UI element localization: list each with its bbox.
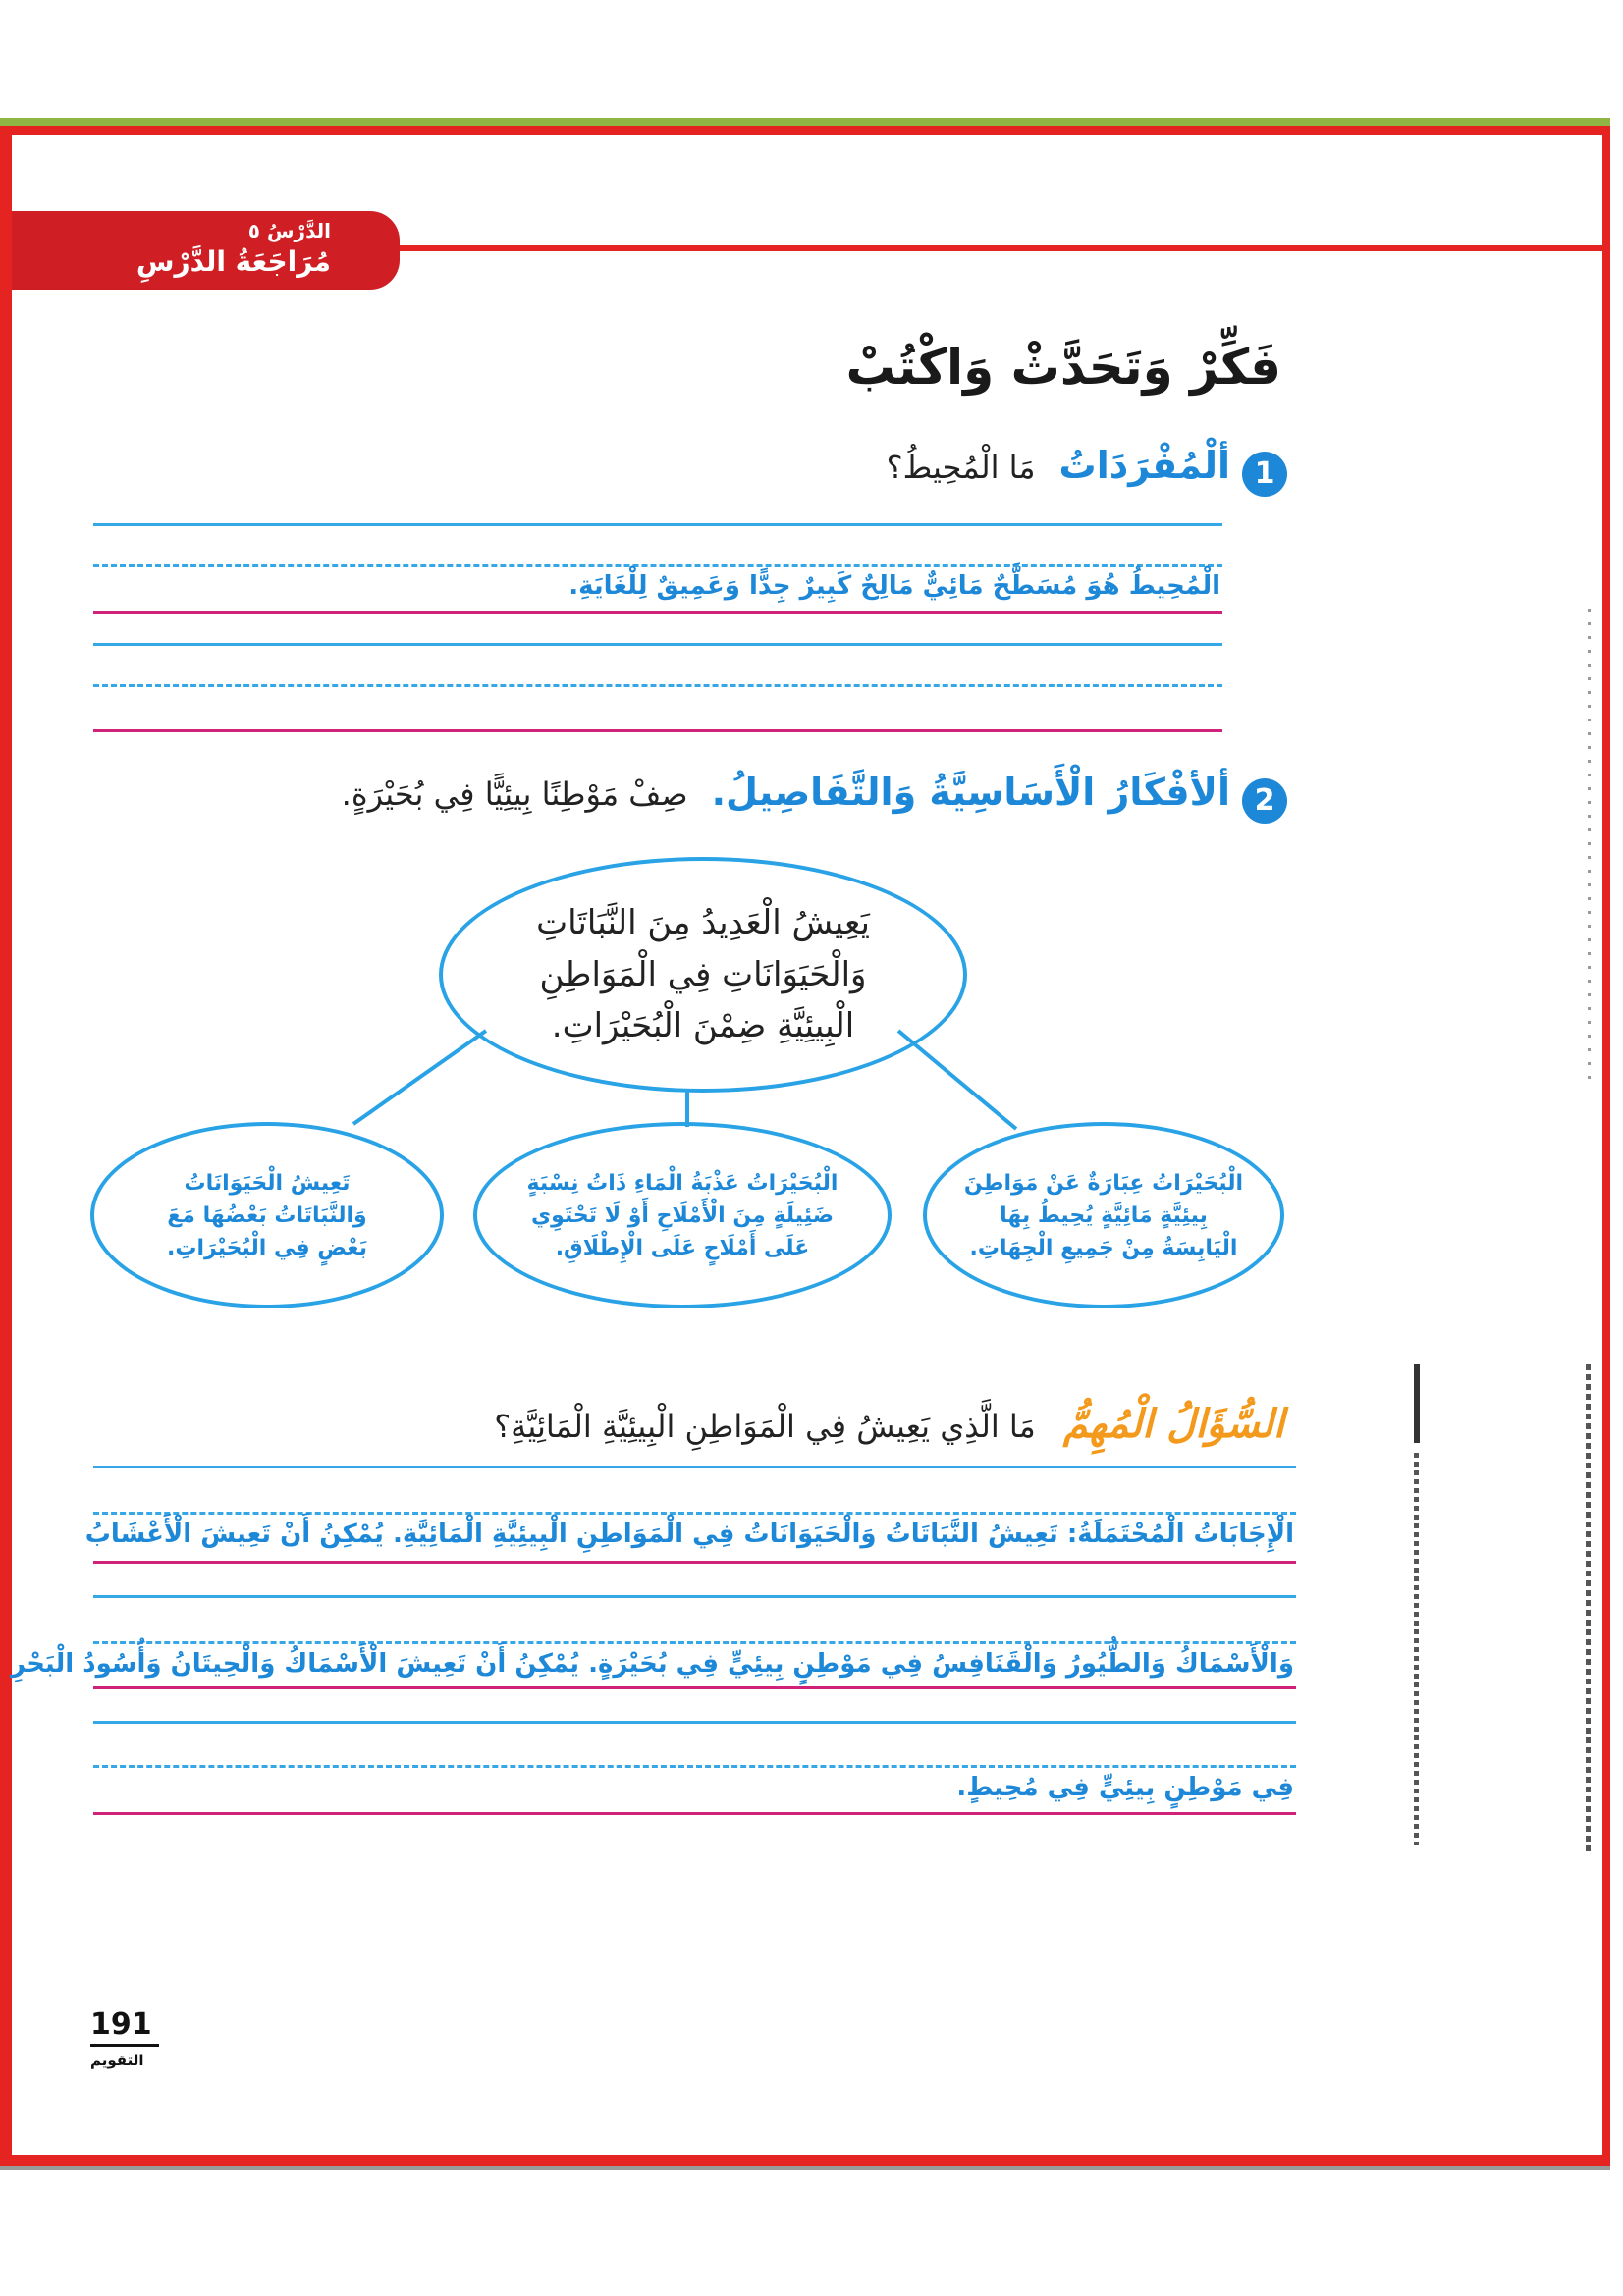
question-1-number: 1 xyxy=(1242,452,1287,497)
side-tick-marks xyxy=(1588,609,1591,1080)
essential-answer-line: الْإِجَابَاتُ الْمُحْتَمَلَةُ: تَعِيشُ النَّبَاتَاتُ وَالْحَيَوَانَاتُ فِي الْمَوَاطِنِ الْبِيئِيَّةِ الْمَائِيَّةِ. يُمْكِنُ أَنْ تَعِيشَ الْأَعْشَابُ xyxy=(84,1520,1294,1549)
question-2-text: صِفْ مَوْطِنًا بِيئِيًّا فِي بُحَيْرَةٍ. xyxy=(341,775,688,813)
essential-question xyxy=(494,1402,1284,1447)
lesson-number: الدَّرْسُ ٥ xyxy=(247,219,331,242)
lesson-title: مُرَاجَعَةُ الدَّرْسِ xyxy=(135,245,331,278)
side-credit-strip xyxy=(1414,1364,1420,1443)
side-credit-strip xyxy=(1414,1453,1419,1845)
side-credit-strip xyxy=(1586,1364,1591,1855)
writing-line-mid xyxy=(93,1512,1296,1515)
page-number-rule xyxy=(90,2044,159,2047)
page-title: فَكِّرْ وَتَحَدَّثْ وَاكْتُبْ xyxy=(845,339,1281,396)
detail-text: تَعِيشُ الْحَيَوَانَاتُ وَالنَّبَاتَاتُ بَعْضُهَا مَعَ بَعْضٍ فِي الْبُحَيْرَاتِ. xyxy=(167,1170,367,1260)
detail-ellipse xyxy=(90,1122,444,1308)
question-1-label: ألْمُفْرَدَاتُ xyxy=(1058,444,1230,487)
detail-text: الْبُحَيْرَاتُ عَذْبَةُ الْمَاءِ ذَاتُ نِسْبَةٍ ضَئِيلَةٍ مِنَ الْأَمْلَاحِ أَوْ لَا تَحْتَوِي عَلَى أَمْلَاحٍ عَلَى الْإِطْلَاقِ. xyxy=(526,1170,839,1260)
question-2-label: ألأفْكَارُ الْأَسَاسِيَّةُ وَالتَّفَاصِيلُ. xyxy=(711,771,1230,814)
page-number: 191 xyxy=(90,2007,152,2042)
writing-line-top xyxy=(93,1595,1296,1598)
writing-line-top xyxy=(93,1721,1296,1724)
connector-left xyxy=(353,1031,486,1124)
main-idea-ellipse xyxy=(439,857,967,1093)
writing-line-mid xyxy=(93,1765,1296,1768)
detail-text: الْبُحَيْرَاتُ عِبَارَةٌ عَنْ مَوَاطِنَ بِيئِيَّةٍ مَائِيَّةٍ يُحِيطُ بِهَا الْيَابِسَةُ مِنْ جَمِيعِ الْجِهَاتِ. xyxy=(963,1170,1244,1260)
essential-answer-line: وَالْأَسْمَاكُ وَالطُّيُورُ وَالْقَنَافِسُ فِي مَوْطِنٍ بِيئِيٍّ فِي بُحَيْرَةٍ. يُمْكِنُ أَنْ تَعِيشَ الْأَسْمَاكُ وَالْحِيتَانُ وَأُسُودُ الْبَحْرِ xyxy=(11,1649,1294,1679)
detail-ellipse xyxy=(473,1122,892,1308)
question-1-text: مَا الْمُحِيطُ؟ xyxy=(886,449,1036,486)
main-idea-text: يَعِيشُ الْعَدِيدُ مِنَ النَّبَاتَاتِ وَالْحَيَوَانَاتِ فِي الْمَوَاطِنِ الْبِيئِيَّةِ ضِمْنَ الْبُحَيْرَاتِ. xyxy=(536,902,870,1046)
writing-line-base xyxy=(93,1812,1296,1815)
writing-line-base xyxy=(93,1561,1296,1564)
detail-ellipse xyxy=(923,1122,1284,1308)
writing-line-base xyxy=(93,1686,1296,1689)
essential-question-label: السُّؤَالُ الْمُهِمُّ xyxy=(1062,1402,1284,1447)
page-subject: التقويم xyxy=(90,2052,144,2069)
question-1-answer: الْمُحِيطُ هُوَ مُسَطَّحٌ مَائِيٌّ مَالِحٌ كَبِيرٌ جِدًّا وَعَمِيقٌ لِلْغَايَةِ. xyxy=(568,571,1220,601)
writing-line-mid xyxy=(93,1641,1296,1644)
essential-answer-line: فِي مَوْطِنٍ بِيئِيٍّ فِي مُحِيطٍ. xyxy=(956,1773,1294,1802)
essential-question-text: مَا الَّذِي يَعِيشُ فِي الْمَوَاطِنِ الْبِيئِيَّةِ الْمَائِيَّةِ؟ xyxy=(494,1408,1036,1445)
writing-line-top xyxy=(93,1466,1296,1468)
question-2-number: 2 xyxy=(1242,778,1287,824)
connector-right xyxy=(898,1031,1016,1129)
